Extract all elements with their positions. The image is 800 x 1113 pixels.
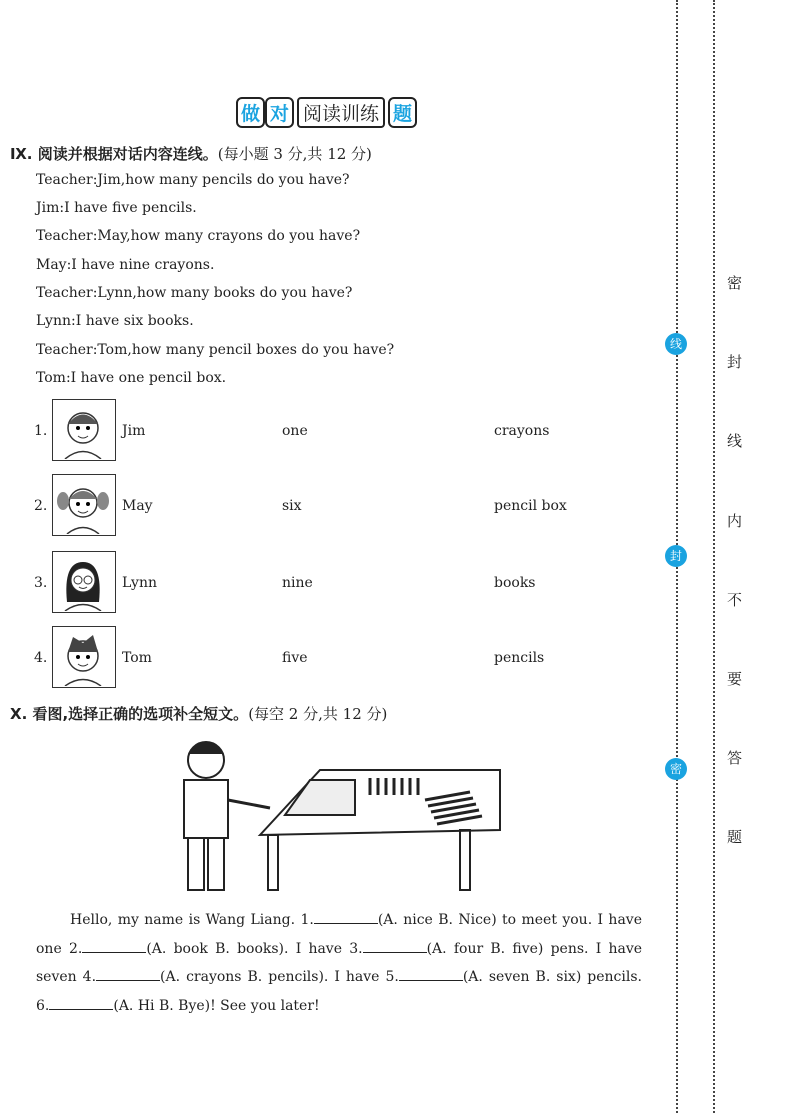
- margin-circle: 封: [665, 545, 687, 567]
- boy-and-table-illustration: [170, 730, 510, 904]
- match-item[interactable]: pencil box: [494, 498, 567, 514]
- blank-3[interactable]: [363, 940, 427, 953]
- row-number: 4.: [34, 650, 48, 666]
- blank-1[interactable]: [314, 911, 378, 924]
- margin-word: 题: [727, 828, 743, 846]
- match-number[interactable]: five: [282, 650, 308, 666]
- margin-circle: 密: [665, 758, 687, 780]
- dialogue-line: Teacher:Jim,how many pencils do you have?: [36, 172, 350, 188]
- match-item[interactable]: pencils: [494, 650, 545, 666]
- logo-char: 题: [388, 97, 417, 128]
- boy-face-image: [52, 626, 116, 688]
- match-number[interactable]: six: [282, 498, 302, 514]
- dialogue-line: Teacher:Tom,how many pencil boxes do you have?: [36, 342, 395, 358]
- dotted-line: [713, 0, 715, 1113]
- logo-char: 对: [265, 97, 294, 128]
- section-logo: [236, 96, 417, 128]
- dialogue-line: Lynn:I have six books.: [36, 313, 194, 329]
- row-number: 2.: [34, 498, 48, 514]
- match-name[interactable]: Tom: [122, 650, 152, 666]
- dialogue-line: Tom:I have one pencil box.: [36, 370, 227, 386]
- margin-word: 线: [727, 432, 743, 450]
- dialogue-line: May:I have nine crayons.: [36, 257, 215, 273]
- margin-circle: 线: [665, 333, 687, 355]
- margin-word: 内: [727, 512, 743, 530]
- dialogue-line: Jim:I have five pencils.: [36, 200, 197, 216]
- margin-word: 封: [727, 353, 743, 371]
- margin-word: 要: [727, 670, 743, 688]
- logo-text: 阅读训练: [297, 97, 385, 128]
- dialogue-line: Teacher:Lynn,how many books do you have?: [36, 285, 353, 301]
- boy-face-image: [52, 399, 116, 461]
- row-number: 3.: [34, 575, 48, 591]
- section9-title: Ⅸ. 阅读并根据对话内容连线。(每小题 3 分,共 12 分): [10, 145, 372, 163]
- margin-word: 不: [727, 591, 743, 609]
- match-item[interactable]: crayons: [494, 423, 550, 439]
- blank-4[interactable]: [96, 968, 160, 981]
- match-name[interactable]: Lynn: [122, 575, 157, 591]
- section10-title: Ⅹ. 看图,选择正确的选项补全短文。(每空 2 分,共 12 分): [10, 705, 388, 723]
- match-name[interactable]: Jim: [122, 423, 146, 439]
- match-item[interactable]: books: [494, 575, 536, 591]
- match-name[interactable]: May: [122, 498, 153, 514]
- match-number[interactable]: nine: [282, 575, 313, 591]
- dialogue-line: Teacher:May,how many crayons do you have?: [36, 228, 361, 244]
- cloze-paragraph: Hello, my name is Wang Liang. 1. (A. nice B. Nice) to meet you. I have one 2. (A. book B. books). I have 3. (A. four B. five) pens. I have seven 4. (A. crayons B. pencils). I have 5. (A. seven B. six) pencils. 6. (A. Hi B. Bye)! See you later!: [36, 912, 643, 1014]
- row-number: 1.: [34, 423, 48, 439]
- margin-word: 答: [727, 749, 743, 767]
- girl-glasses-face-image: [52, 551, 116, 613]
- margin-word: 密: [727, 274, 743, 292]
- blank-2[interactable]: [82, 940, 146, 953]
- match-number[interactable]: one: [282, 423, 308, 439]
- logo-char: 做: [236, 97, 265, 128]
- blank-6[interactable]: [49, 997, 113, 1010]
- girl-face-image: [52, 474, 116, 536]
- blank-5[interactable]: [399, 968, 463, 981]
